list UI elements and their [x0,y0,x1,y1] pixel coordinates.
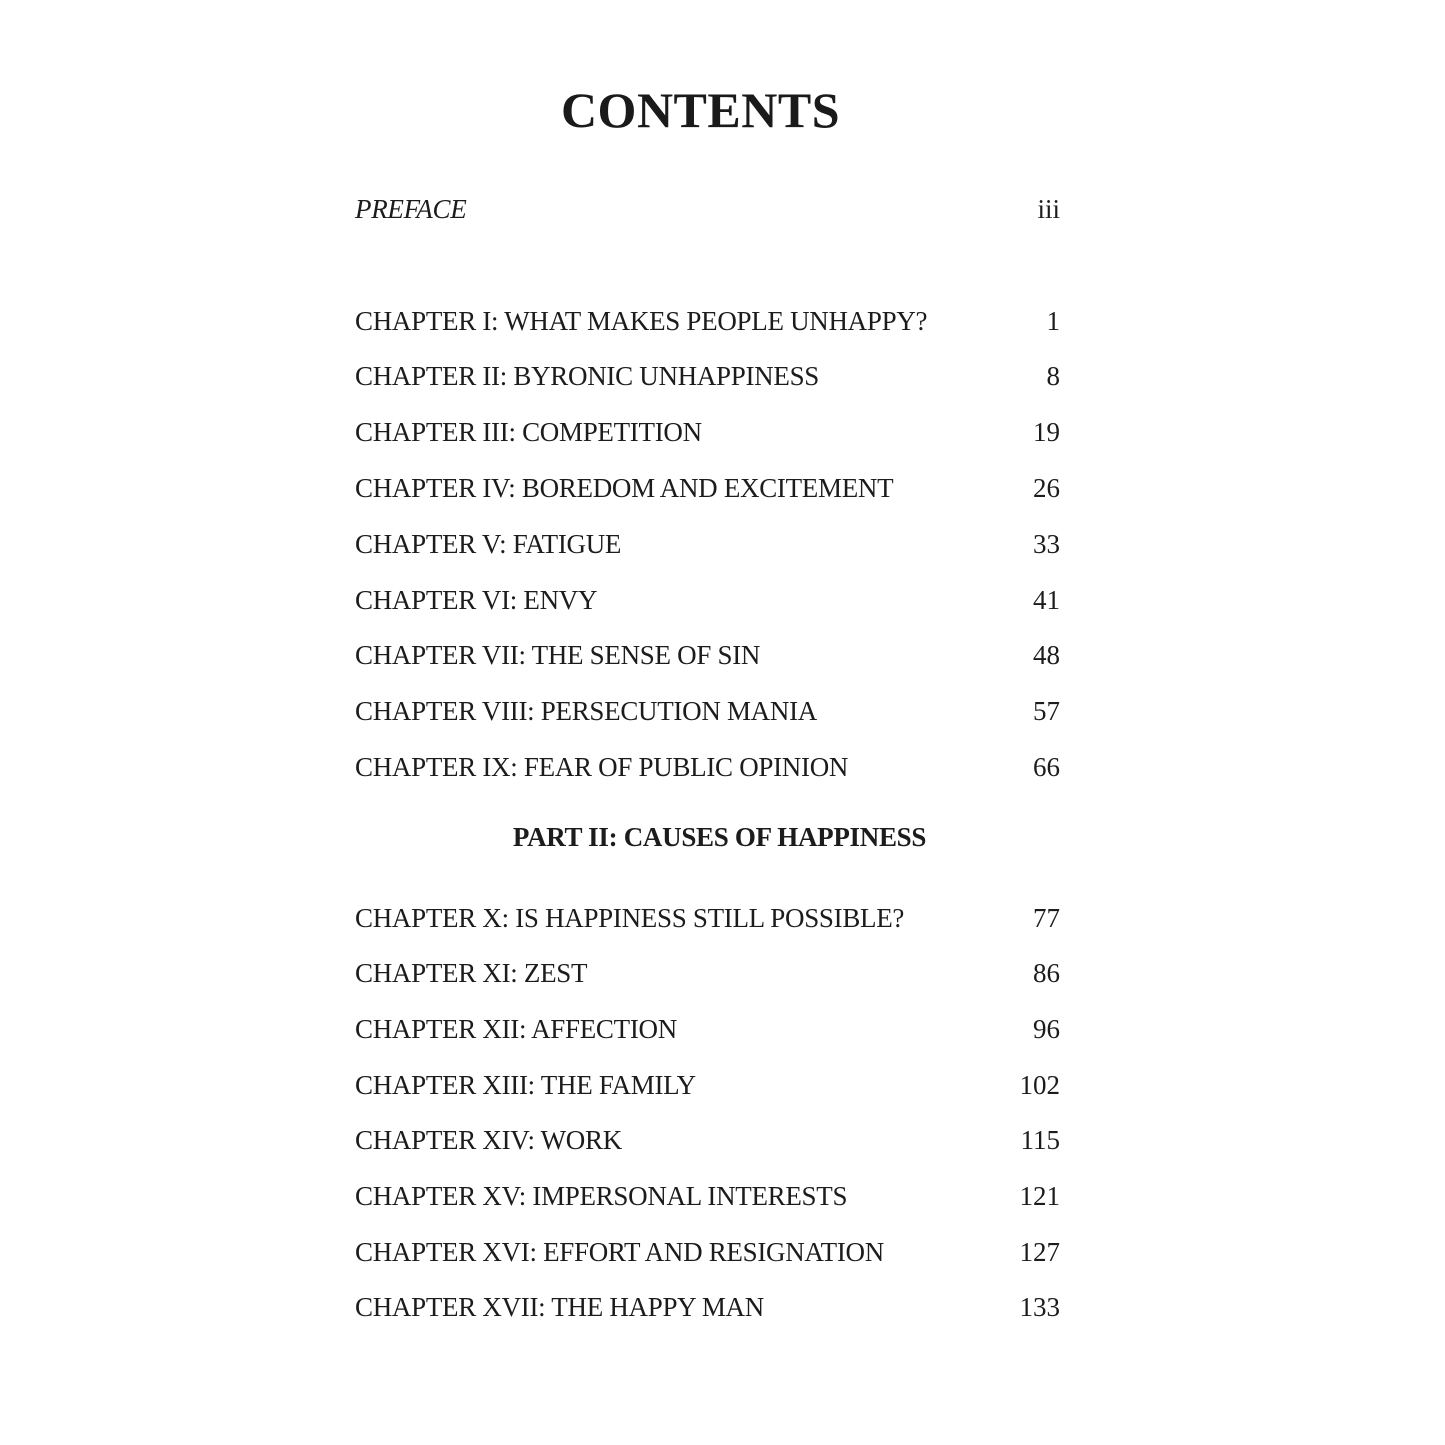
toc-entry-chapter-13[interactable] [355,1068,1060,1102]
toc-entry-label: CHAPTER VIII: PERSECUTION MANIA [355,696,817,726]
toc-entry-label: CHAPTER XII: AFFECTION [355,1014,677,1044]
page-title [0,80,1445,140]
toc-entry-label: CHAPTER IX: FEAR OF PUBLIC OPINION [355,752,849,782]
toc-entry-preface[interactable] [355,192,1060,226]
toc-entry-page: 133 [1019,1292,1060,1322]
toc-entry-label: CHAPTER XIV: WORK [355,1125,622,1155]
toc-entry-label: CHAPTER XI: ZEST [355,958,588,988]
table-of-contents-page [355,0,1060,1445]
part-heading-text: PART II: CAUSES OF HAPPINESS [512,822,927,852]
toc-entry-label: CHAPTER XVII: THE HAPPY MAN [355,1292,764,1322]
toc-entry-chapter-3[interactable] [355,415,1060,449]
toc-entry-page: 86 [1033,958,1060,988]
toc-entry-page: 115 [1020,1125,1060,1155]
toc-entry-chapter-16[interactable] [355,1235,1060,1269]
toc-entry-label: CHAPTER I: WHAT MAKES PEOPLE UNHAPPY? [355,306,928,336]
toc-entry-chapter-10[interactable] [355,901,1060,935]
toc-entry-chapter-15[interactable] [355,1179,1060,1213]
toc-entry-page: 96 [1033,1014,1060,1044]
toc-entry-chapter-8[interactable] [355,694,1060,728]
toc-entry-page: 19 [1033,417,1060,447]
toc-entry-page: 121 [1019,1181,1060,1211]
toc-entry-label: CHAPTER V: FATIGUE [355,529,622,559]
toc-entry-label: CHAPTER XIII: THE FAMILY [355,1070,696,1100]
toc-entry-page: 77 [1033,903,1060,933]
toc-entry-page: 8 [1046,361,1060,391]
toc-entry-label: CHAPTER III: COMPETITION [355,417,702,447]
part-heading [355,820,1060,854]
toc-entry-page: 48 [1033,640,1060,670]
toc-entry-chapter-7[interactable] [355,638,1060,672]
toc-entry-label: CHAPTER II: BYRONIC UNHAPPINESS [355,361,820,391]
toc-entry-page: 66 [1033,752,1060,782]
toc-entry-label: CHAPTER X: IS HAPPINESS STILL POSSIBLE? [355,903,905,933]
toc-entry-page: 102 [1019,1070,1060,1100]
toc-entry-chapter-5[interactable] [355,527,1060,561]
toc-entry-chapter-12[interactable] [355,1012,1060,1046]
toc-entry-chapter-17[interactable] [355,1290,1060,1324]
toc-entry-label: CHAPTER IV: BOREDOM AND EXCITEMENT [355,473,894,503]
toc-entry-label: CHAPTER VII: THE SENSE OF SIN [355,640,761,670]
toc-entry-page: 41 [1033,585,1060,615]
toc-entry-label: CHAPTER VI: ENVY [355,585,598,615]
toc-entry-page: iii [1037,194,1060,224]
page-title-text: CONTENTS [560,82,841,138]
toc-entry-chapter-6[interactable] [355,583,1060,617]
toc-entry-chapter-14[interactable] [355,1123,1060,1157]
toc-entry-chapter-2[interactable] [355,359,1060,393]
toc-entry-label: CHAPTER XV: IMPERSONAL INTERESTS [355,1181,848,1211]
toc-entry-chapter-9[interactable] [355,750,1060,784]
toc-entry-chapter-4[interactable] [355,471,1060,505]
toc-entry-page: 127 [1019,1237,1060,1267]
toc-entry-page: 33 [1033,529,1060,559]
toc-entry-page: 26 [1033,473,1060,503]
toc-entry-label: CHAPTER XVI: EFFORT AND RESIGNATION [355,1237,884,1267]
toc-entry-chapter-1[interactable] [355,304,1060,338]
toc-entry-chapter-11[interactable] [355,956,1060,990]
toc-entry-page: 57 [1033,696,1060,726]
toc-entry-label: PREFACE [355,194,467,224]
toc-entry-page: 1 [1046,306,1060,336]
